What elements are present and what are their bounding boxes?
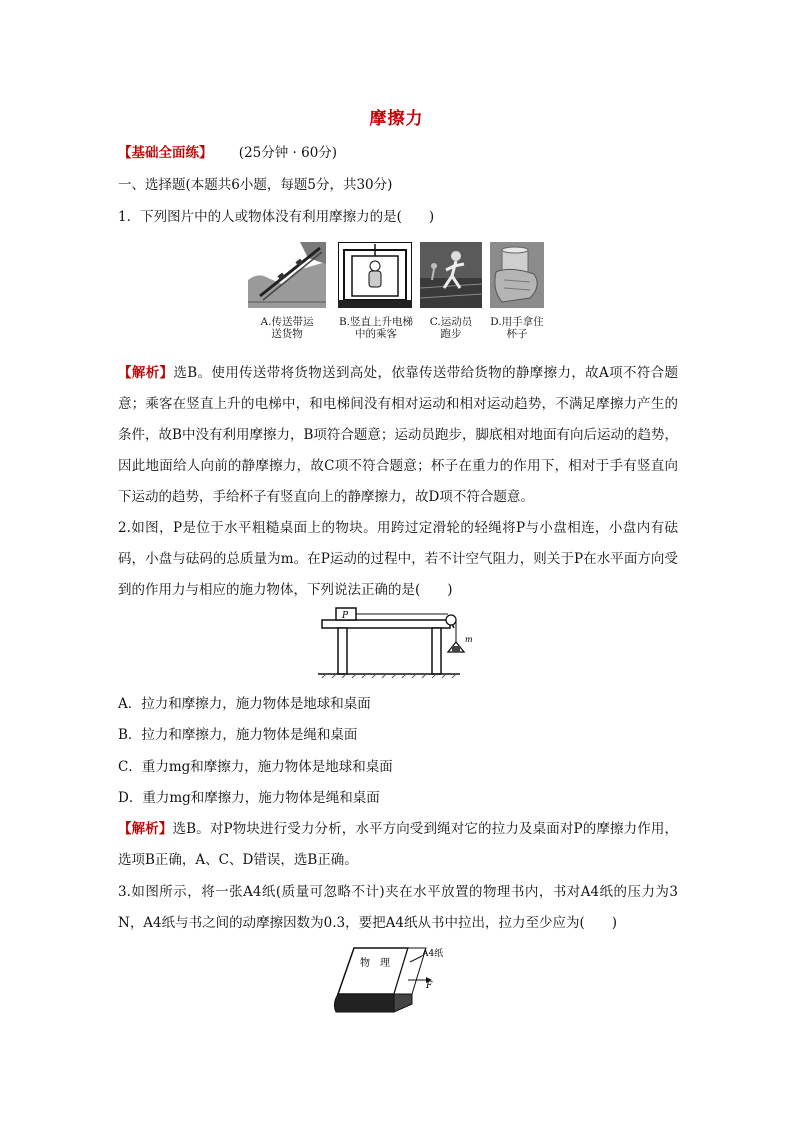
section-header [118, 143, 678, 163]
analysis-text: 选B。对P物块进行受力分析，水平方向受到绳对它的拉力及桌面对P的摩擦力作用，选项B正确，A、C、D错误，选B正确。 [118, 821, 678, 868]
question-1-stem: 1．下列图片中的人或物体没有利用摩擦力的是( ) [118, 209, 435, 225]
option-d: D．重力mg和摩擦力，施力物体是绳和桌面 [118, 790, 380, 806]
question-2-stem: 2.如图，P是位于水平粗糙桌面上的物块。用跨过定滑轮的轻绳将P与小盘相连，小盘内有砝码，小盘与砝码的总质量为m。在P运动的过程中，若不计空气阻力，则关于P在水平面方向受到的作用力与相应的施力物体，下列说法正确的是( ) [118, 520, 678, 598]
caption-d [484, 316, 550, 340]
caption-a [245, 316, 329, 340]
book-paper-figure [330, 942, 470, 1016]
section-time: (25分钟 · 60分) [238, 145, 338, 161]
part-heading: 一、选择题(本题共6小题，每题5分，共30分) [118, 177, 393, 193]
force-f-label: F [426, 981, 433, 991]
caption-a-line2: 送货物 [271, 328, 303, 340]
question-2-analysis [118, 814, 678, 878]
page-title: 摩擦力 [369, 109, 424, 129]
option-a: A．拉力和摩擦力，施力物体是地球和桌面 [118, 696, 371, 712]
caption-c-line1: C.运动员 [429, 316, 473, 328]
caption-a-line1: A.传送带运 [260, 316, 314, 328]
mass-m-label: m [465, 635, 473, 644]
option-b: B．拉力和摩擦力，施力物体是绳和桌面 [118, 727, 358, 743]
section-tag: 【基础全面练】 [118, 145, 213, 161]
analysis-tag: 【解析】 [118, 821, 173, 837]
question-3-stem: 3.如图所示，将一张A4纸(质量可忽略不计)夹在水平放置的物理书内，书对A4纸的压力为3 N，A4纸与书之间的动摩擦因数为0.3，要把A4纸从书中拉出，拉力至少应为( ) [118, 884, 678, 931]
a4-paper-label: A4纸 [422, 949, 444, 959]
caption-d-line2: 杯子 [506, 328, 528, 340]
book-title-label: 物 理 [360, 958, 390, 969]
analysis-text: 选B。使用传送带将货物送到高处，依靠传送带给货物的静摩擦力，故A项不符合题意；乘客在竖直上升的电梯中，和电梯间没有相对运动和相对运动趋势，不满足摩擦力产生的条件，故B中没有利用摩擦力，B项符合题意；运动员跑步，脚底相对地面有向后运动的趋势，因此地面给人向前的静摩擦力，故C项不符合题意；杯子在重力的作用下，相对于手有竖直向下运动的趋势，手给杯子有竖直向上的静摩擦力，故D项不符合题意。 [118, 365, 679, 505]
caption-c [419, 316, 483, 340]
runner-image [420, 242, 482, 308]
analysis-tag: 【解析】 [118, 365, 174, 381]
caption-c-line2: 跑步 [440, 328, 462, 340]
hand-cup-image [490, 242, 544, 308]
caption-d-line1: D.用手拿住 [490, 316, 544, 328]
caption-b-line2: 中的乘客 [355, 328, 397, 340]
caption-b-line1: B.竖直上升电梯 [338, 316, 414, 328]
option-c: C．重力mg和摩擦力，施力物体是地球和桌面 [118, 759, 393, 775]
block-p-label: P [342, 611, 349, 621]
question-1-analysis [118, 358, 678, 518]
conveyor-belt-image [248, 242, 326, 308]
table-pulley-figure [318, 606, 478, 684]
elevator-image [338, 242, 412, 308]
caption-b [330, 316, 422, 340]
